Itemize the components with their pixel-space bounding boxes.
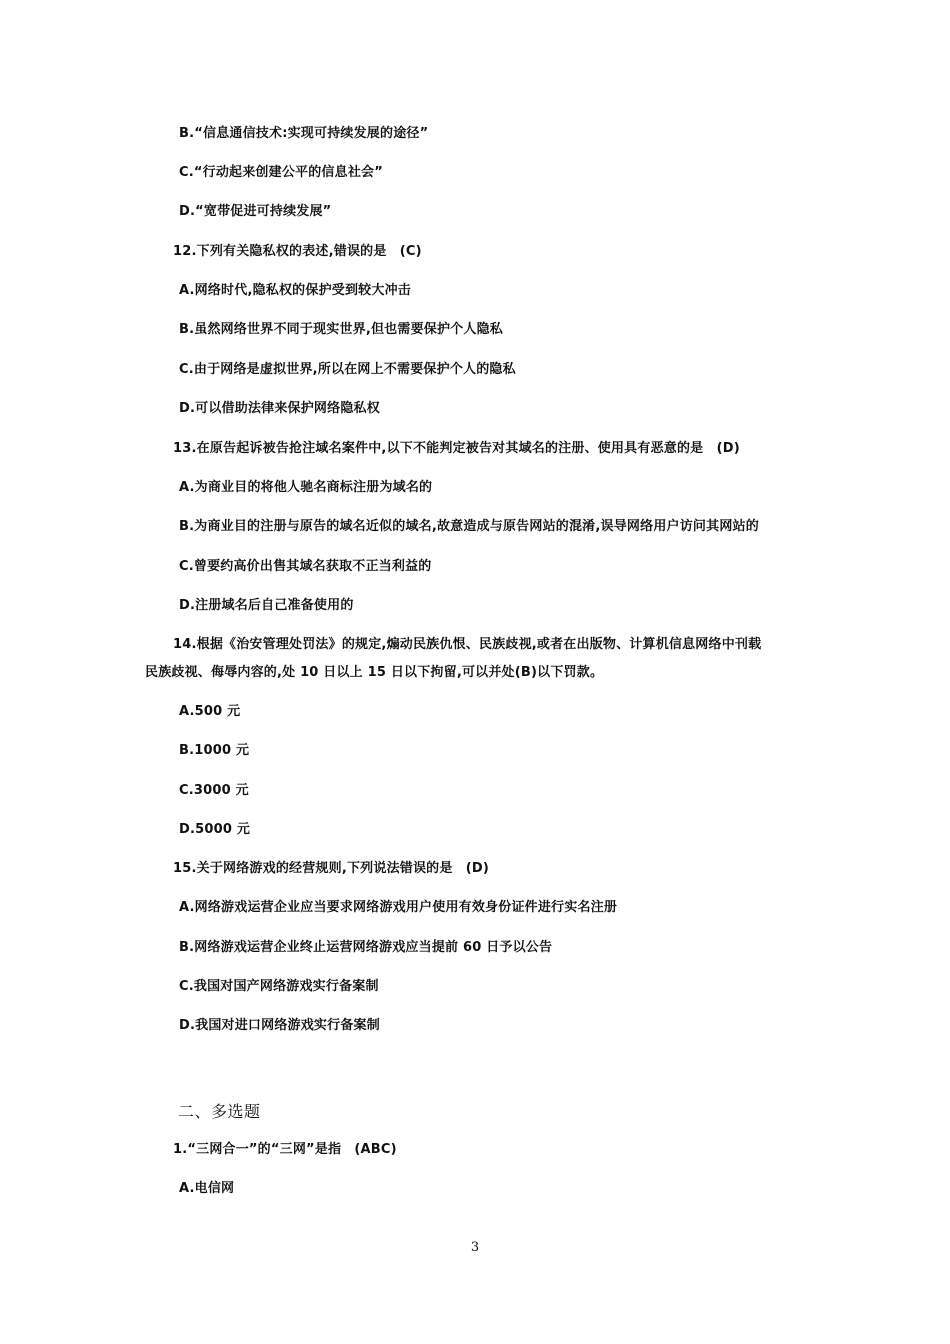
option-line: C.由于网络是虚拟世界,所以在网上不需要保护个人的隐私 xyxy=(179,362,516,377)
section-heading: 二、多选题 xyxy=(178,1102,261,1121)
page-number: 3 xyxy=(470,1240,480,1255)
option-line: D.可以借助法律来保护网络隐私权 xyxy=(179,401,380,416)
option-line: B.为商业目的注册与原告的域名近似的域名,故意造成与原告网站的混淆,误导网络用户访问其网站的 xyxy=(179,519,759,534)
option-line: B.虽然网络世界不同于现实世界,但也需要保护个人隐私 xyxy=(179,322,503,337)
option-line: B.网络游戏运营企业终止运营网络游戏应当提前 60 日予以公告 xyxy=(179,940,553,955)
option-line: D.注册域名后自己准备使用的 xyxy=(179,598,354,613)
question-13: 13.在原告起诉被告抢注域名案件中,以下不能判定被告对其域名的注册、使用具有恶意的是 (D) xyxy=(173,441,740,456)
question-14-continued: 民族歧视、侮辱内容的,处 10 日以上 15 日以下拘留,可以并处(B)以下罚款。 xyxy=(145,665,604,680)
option-line: D.我国对进口网络游戏实行备案制 xyxy=(179,1018,380,1033)
question-15: 15.关于网络游戏的经营规则,下列说法错误的是 (D) xyxy=(173,861,490,876)
option-line: C.“行动起来创建公平的信息社会” xyxy=(179,165,383,180)
option-line: B.1000 元 xyxy=(179,743,250,758)
question-12: 12.下列有关隐私权的表述,错误的是 (C) xyxy=(173,244,422,259)
option-line: B.“信息通信技术:实现可持续发展的途径” xyxy=(179,126,429,141)
question-14: 14.根据《治安管理处罚法》的规定,煽动民族仇恨、民族歧视,或者在出版物、计算机信息网络中刊载 xyxy=(173,637,762,652)
question-multi-1: 1.“三网合一”的“三网”是指 (ABC) xyxy=(173,1142,397,1157)
option-line: A.网络时代,隐私权的保护受到较大冲击 xyxy=(179,283,411,298)
option-line: C.曾要约高价出售其域名获取不正当利益的 xyxy=(179,559,432,574)
option-line: A.电信网 xyxy=(179,1181,235,1196)
option-line: C.我国对国产网络游戏实行备案制 xyxy=(179,979,379,994)
option-line: A.网络游戏运营企业应当要求网络游戏用户使用有效身份证件进行实名注册 xyxy=(179,900,618,915)
option-line: D.“宽带促进可持续发展” xyxy=(179,204,332,219)
option-line: A.为商业目的将他人驰名商标注册为域名的 xyxy=(179,480,433,495)
option-line: A.500 元 xyxy=(179,704,241,719)
option-line: D.5000 元 xyxy=(179,822,251,837)
option-line: C.3000 元 xyxy=(179,783,249,798)
